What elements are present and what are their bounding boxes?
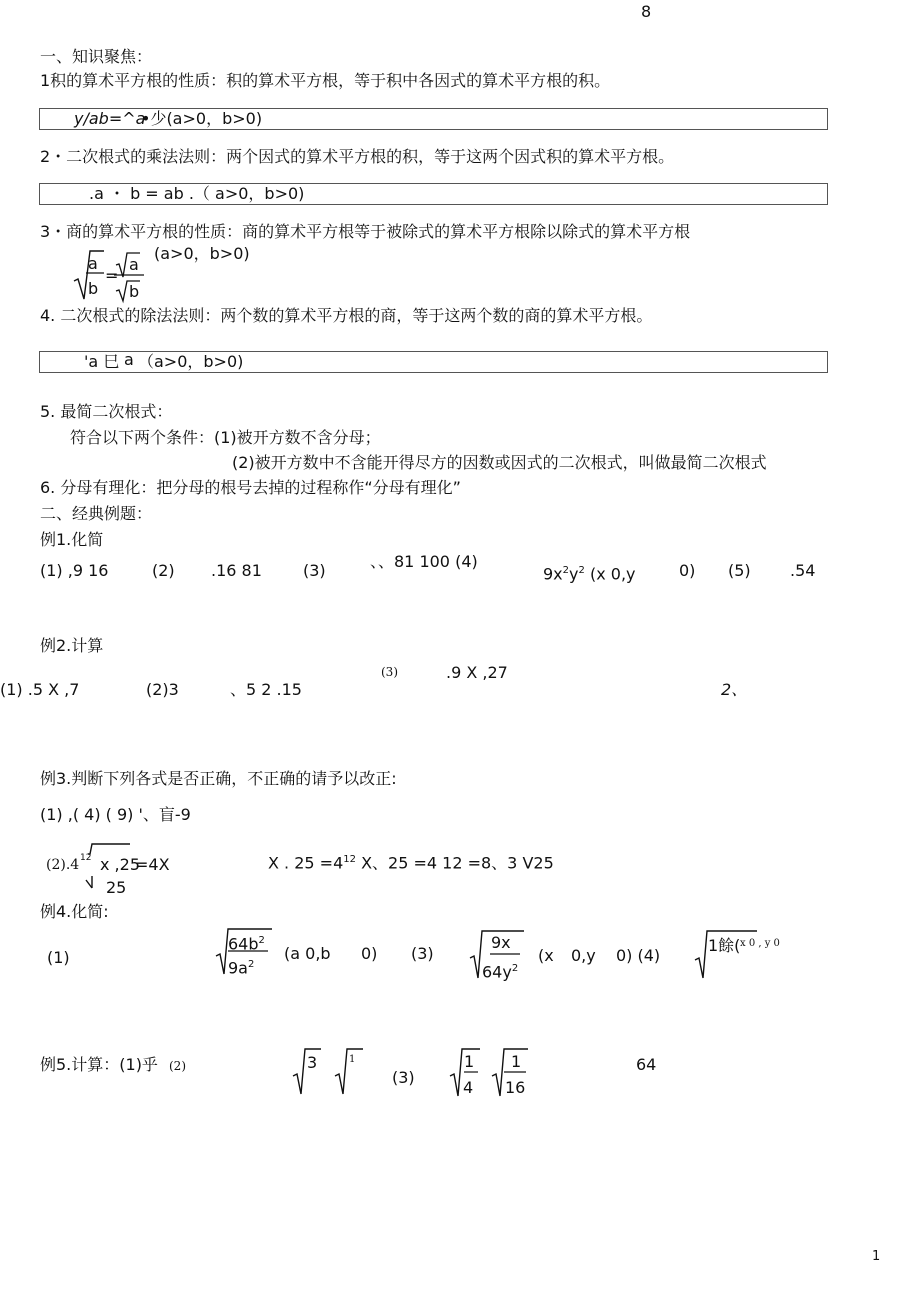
example-3-part-2-denominator: 25 [106, 878, 127, 897]
example-4-title: 例4.化简: [40, 902, 109, 921]
example-1-part-4: $9x^2y^2$ (x 0,y [543, 564, 636, 584]
item-5-condition-1: 符合以下两个条件：(1)被开方数不含分母； [70, 428, 381, 447]
fraction-numerator-a: a [88, 254, 98, 273]
example-5-radicand-2: 1 [349, 1054, 356, 1065]
example-4-part-1-condition-b: 0) [361, 944, 378, 963]
example-2-part-2: 、5 2 .15 [230, 680, 302, 699]
example-3-part-2-right: X . $25 =4^{12}$ X、25 =4 12 =8、3 V25 [268, 853, 554, 873]
example-1-part-3-label: (3) [303, 561, 326, 580]
example-4-part-3-condition-b: 0,y [571, 946, 596, 965]
section2-heading: 二、经典例题： [40, 504, 153, 523]
property-1: 1积的算术平方根的性质：积的算术平方根，等于积中各因式的算术平方根的积。 [40, 71, 611, 90]
example-1-part-4-close: 0) [679, 561, 696, 580]
example-3-part-2-x: x ,25 [100, 855, 140, 874]
rule-2: 2・二次根式的乘法法则：两个因式的算术平方根的积，等于这两个因式积的算术平方根。 [40, 147, 675, 166]
example-4-part-3-numerator: 9x [491, 933, 511, 952]
formula-box-2 [39, 183, 828, 205]
example-5-label-2: (2) [169, 1059, 186, 1073]
example-2-part-4: 2、 [721, 680, 748, 699]
example-5-title: 例5.计算：(1)乎 [40, 1055, 158, 1074]
sqrt-b: b [129, 282, 140, 301]
formula-4-sup: a [124, 350, 134, 369]
property-3: 3・商的算术平方根的性质：商的算术平方根等于被除式的算术平方根除以除式的算术平方根 [40, 222, 691, 241]
rule-4: 4. 二次根式的除法法则：两个数的算术平方根的商，等于这两个数的商的算术平方根。 [40, 306, 653, 325]
formula-4: 'a 巳 [84, 352, 120, 371]
example-2-part-3-label: (3) [381, 665, 398, 679]
example-4-part-3-label: (3) [411, 944, 434, 963]
example-5-part-3-denominator-1: 4 [463, 1078, 474, 1097]
example-4-part-1-condition-a: (a 0,b [284, 944, 331, 963]
formula-box-1 [39, 108, 828, 130]
example-1-part-5-label: (5) [728, 561, 751, 580]
example-1-part-2: .16 81 [211, 561, 262, 580]
formula-box-4 [39, 351, 828, 373]
example-1-part-3: 、、81 100 (4) [370, 552, 478, 571]
example-2-part-3: .9 X ,27 [446, 663, 508, 682]
example-1-part-2-label: (2) [152, 561, 175, 580]
formula-3-condition: (a>0，b>0) [154, 244, 250, 263]
example-4-part-1-label: (1) [47, 948, 70, 967]
example-4-part-4-condition: x 0 , y 0 [740, 938, 780, 949]
item-5-condition-2: (2)被开方数中不含能开得尽方的因数或因式的二次根式，叫做最简二次根式 [232, 453, 767, 472]
example-5-part-4: 64 [636, 1055, 657, 1074]
example-3-title: 例3.判断下列各式是否正确，不正确的请予以改正: [40, 769, 397, 788]
example-5-radicand-1: 3 [307, 1053, 318, 1072]
formula-2: .a ・ b = ab .（ a>0，b>0) [89, 184, 305, 203]
example-5-part-3-denominator-2: 16 [505, 1078, 526, 1097]
example-2-title: 例2.计算 [40, 636, 104, 655]
item-6: 6. 分母有理化：把分母的根号去掉的过程称作“分母有理化” [40, 478, 461, 497]
example-5-part-3-numerator-1: 1 [464, 1052, 475, 1071]
example-3-part-2-sup: 12 [80, 853, 92, 863]
example-5-part-3-label: (3) [392, 1068, 415, 1087]
example-2-part-2-label: (2)3 [146, 680, 179, 699]
example-4-part-3-condition-a: (x [538, 946, 554, 965]
example-1-title: 例1.化简 [40, 530, 104, 549]
example-3-part-2-rest: =4X [135, 855, 170, 874]
page-number-bottom: 1 [872, 1249, 881, 1264]
equals-sign: = [105, 266, 119, 285]
sqrt-a: a [129, 255, 139, 274]
example-1-part-1: (1) ,9 16 [40, 561, 109, 580]
example-2-part-1: (1) .5 X ,7 [0, 680, 80, 699]
example-4-part-1-denominator: $9a^2$ [228, 958, 255, 978]
example-4-part-4: 1餘( [708, 936, 741, 955]
fraction-denominator-b: b [88, 279, 99, 298]
radical-sign-icon [291, 1046, 371, 1100]
item-5-title: 5. 最简二次根式： [40, 402, 173, 421]
page-number-top: 8 [641, 2, 652, 21]
example-5-part-3-numerator-2: 1 [511, 1052, 522, 1071]
example-4-part-3-condition-c: 0) (4) [616, 946, 661, 965]
formula-4-condition: （a>0，b>0) [138, 352, 244, 371]
example-1-part-5: .54 [790, 561, 816, 580]
section1-heading: 一、知识聚焦： [40, 47, 153, 66]
example-4-part-3-denominator: $64y^2$ [482, 962, 519, 982]
example-3-part-1: (1) ,( 4) ( 9) '、盲-9 [40, 805, 191, 824]
example-3-part-2-label: (2).4 [46, 857, 80, 873]
formula-1: y/ab=^a [74, 109, 146, 128]
example-4-part-1-numerator: $64b^2$ [228, 934, 265, 954]
formula-1-condition: •少(a>0，b>0) [141, 109, 263, 128]
